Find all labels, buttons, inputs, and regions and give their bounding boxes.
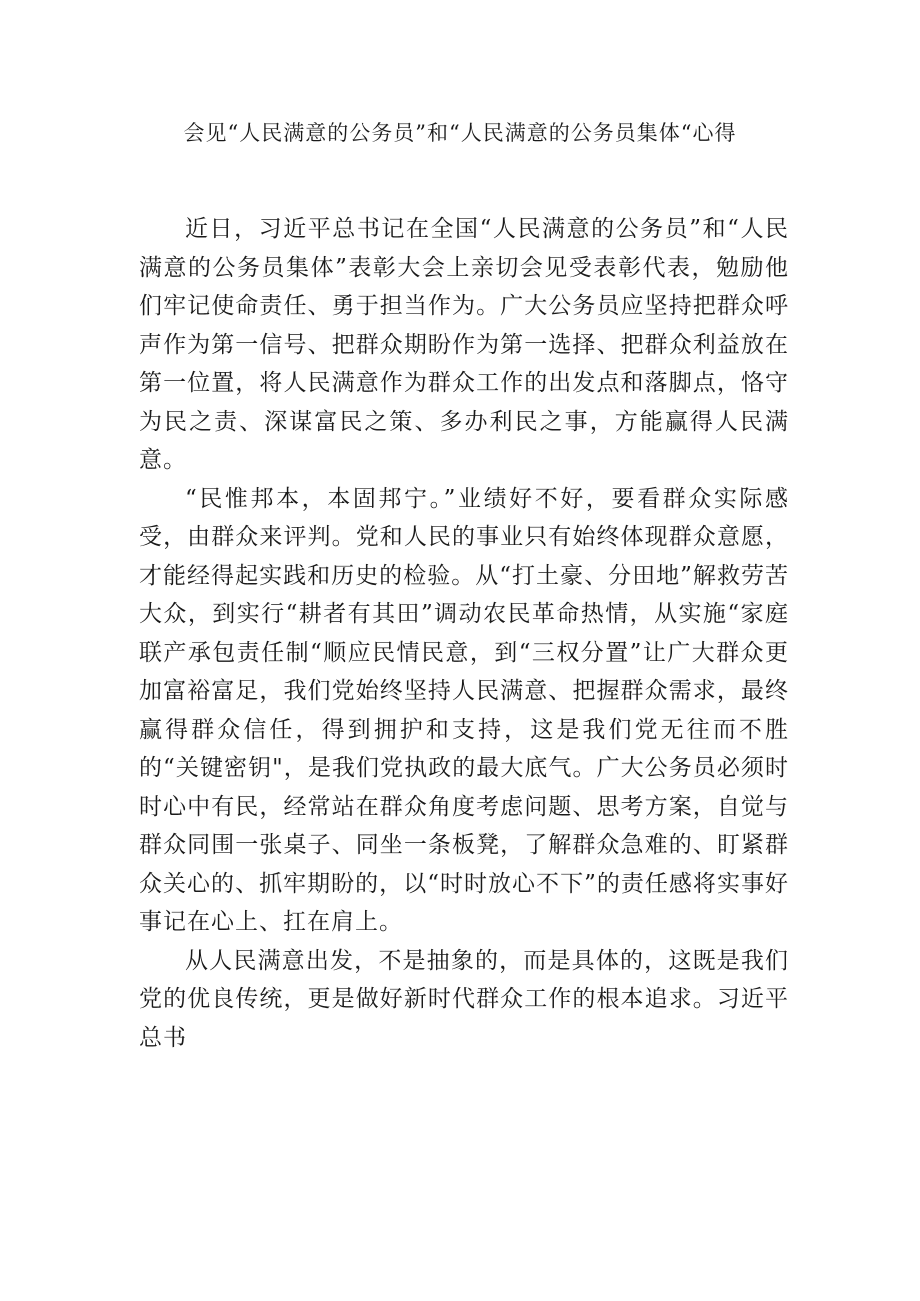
paragraph-3: 从人民满意出发，不是抽象的，而是具体的，这既是我们党的优良传统，更是做好新时代群众工作的根本追求。习近平总书 bbox=[139, 947, 789, 1051]
document-title: 会见“人民满意的公务员”和“人民满意的公务员集体“心得 bbox=[183, 121, 737, 145]
paragraph-2: “民惟邦本，本固邦宁。”业绩好不好，要看群众实际感受，由群众来评判。党和人民的事业只有始终体现群众意愿，才能经得起实践和历史的检验。从“打土豪、分田地”解救劳苦大众，到实行“耕者有其田”调动农民革命热情，从实施“家庭联产承包责任制“顺应民情民意，到“三权分置”让广大群众更加富裕富足，我们党始终坚持人民满意、把握群众需求，最终赢得群众信任，得到拥护和支持，这是我们党无往而不胜的“关键密钥"，是我们党执政的最大底气。广大公务员必须时时心中有民，经常站在群众角度考虑问题、思考方案，自觉与群众同围一张桌子、同坐一条板凳，了解群众急难的、盯紧群众关心的、抓牢期盼的，以“时时放心不下”的责任感将实事好事记在心上、扛在肩上。 bbox=[139, 485, 789, 935]
document-body bbox=[139, 210, 789, 1057]
paragraph-1: 近日，习近平总书记在全国“人民满意的公务员”和“人民满意的公务员集体”表彰大会上亲切会见受表彰代表，勉励他们牢记使命责任、勇于担当作为。广大公务员应坚持把群众呼声作为第一信号、把群众期盼作为第一选择、把群众利益放在第一位置，将人民满意作为群众工作的出发点和落脚点，恪守为民之责、深谋富民之策、多办利民之事，方能赢得人民满意。 bbox=[139, 216, 789, 473]
